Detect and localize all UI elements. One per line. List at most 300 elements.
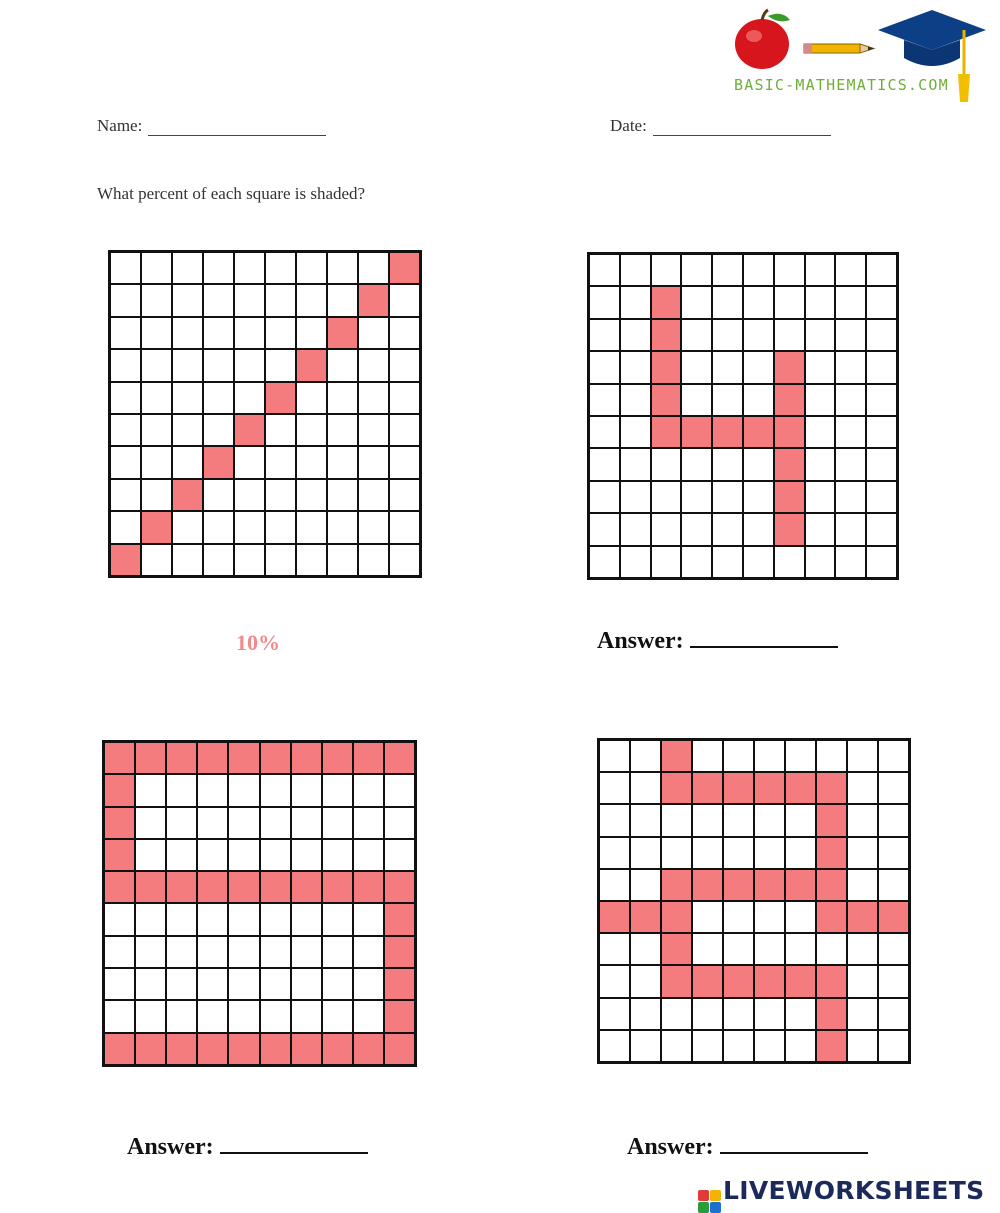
- grid-cell: [203, 252, 234, 284]
- grid-cell: [589, 319, 620, 351]
- grid-cell: [599, 837, 630, 869]
- shaded-cell: [203, 446, 234, 478]
- shaded-cell: [104, 742, 135, 774]
- grid-cell: [291, 936, 322, 968]
- grid-cell: [681, 448, 712, 480]
- shaded-cell: [358, 284, 389, 316]
- shaded-cell: [104, 871, 135, 903]
- grid-cell: [878, 965, 909, 997]
- shaded-cell: [692, 772, 723, 804]
- shaded-cell: [135, 871, 166, 903]
- grid-cell: [110, 284, 141, 316]
- grid-cell: [692, 804, 723, 836]
- grid-cell: [847, 837, 878, 869]
- grid-cell: [878, 740, 909, 772]
- grid-cell: [620, 416, 651, 448]
- grid-cell: [265, 284, 296, 316]
- grid-cell: [589, 416, 620, 448]
- grid-cell: [358, 446, 389, 478]
- grid-cell: [110, 414, 141, 446]
- shaded-cell: [774, 384, 805, 416]
- grid-cell: [327, 511, 358, 543]
- grid-cell: [878, 772, 909, 804]
- grid-cell: [296, 479, 327, 511]
- grid-cell: [866, 448, 897, 480]
- grid-cell: [712, 384, 743, 416]
- grid-cell: [620, 448, 651, 480]
- grid-cell: [172, 511, 203, 543]
- grid-cell: [743, 546, 774, 578]
- shaded-cell: [260, 1033, 291, 1065]
- shaded-cell: [166, 1033, 197, 1065]
- answer-2-input[interactable]: [690, 628, 838, 648]
- grid-cell: [835, 254, 866, 286]
- grid-cell: [681, 481, 712, 513]
- grid-cell: [197, 968, 228, 1000]
- grid-cell: [296, 252, 327, 284]
- grid-cell: [692, 901, 723, 933]
- answer-4[interactable]: [627, 1134, 868, 1161]
- grid-cell: [172, 414, 203, 446]
- grid-cell: [743, 319, 774, 351]
- shaded-cell: [754, 965, 785, 997]
- answer-3-input[interactable]: [220, 1134, 368, 1154]
- grid-cell: [172, 284, 203, 316]
- grid-cell: [866, 351, 897, 383]
- grid-cell: [712, 351, 743, 383]
- shaded-cell: [296, 349, 327, 381]
- grid-cell: [203, 284, 234, 316]
- grid-cell: [203, 317, 234, 349]
- grid-cell: [835, 481, 866, 513]
- answer-3-label: Answer:: [127, 1134, 214, 1160]
- grid-cell: [835, 546, 866, 578]
- shaded-cell: [723, 965, 754, 997]
- grid-cell: [847, 965, 878, 997]
- grid-cell: [203, 479, 234, 511]
- grid-cell: [260, 903, 291, 935]
- grid-cell: [389, 544, 420, 576]
- grid-cell: [135, 807, 166, 839]
- grid-cell: [172, 252, 203, 284]
- grid-cell: [322, 1000, 353, 1032]
- shaded-cell: [384, 968, 415, 1000]
- grid-cell: [203, 382, 234, 414]
- grid-cell: [743, 286, 774, 318]
- shaded-cell: [234, 414, 265, 446]
- answer-3[interactable]: [127, 1134, 368, 1161]
- shaded-cell: [651, 286, 682, 318]
- grid-cell: [866, 481, 897, 513]
- shaded-cell: [228, 1033, 259, 1065]
- grid-cell: [228, 839, 259, 871]
- shaded-cell: [260, 871, 291, 903]
- grid-cell: [661, 998, 692, 1030]
- grid-cell: [723, 804, 754, 836]
- grid-cell: [353, 1000, 384, 1032]
- grid-cell: [785, 901, 816, 933]
- shaded-cell: [135, 1033, 166, 1065]
- grid-cell: [681, 286, 712, 318]
- grid-cell: [712, 546, 743, 578]
- grid-cell: [234, 446, 265, 478]
- grid-cell: [754, 804, 785, 836]
- grid-cell: [599, 965, 630, 997]
- grid-cell: [110, 446, 141, 478]
- grid-cell: [630, 869, 661, 901]
- grid-cell: [620, 481, 651, 513]
- shaded-cell: [322, 1033, 353, 1065]
- grid-cell: [197, 1000, 228, 1032]
- grid-cell: [327, 252, 358, 284]
- grid-cell: [389, 414, 420, 446]
- grid-cell: [234, 511, 265, 543]
- grid-cell: [681, 384, 712, 416]
- grid-cell: [599, 772, 630, 804]
- grid-cell: [110, 511, 141, 543]
- grid-cell: [847, 869, 878, 901]
- shaded-cell: [353, 871, 384, 903]
- grid-cell: [296, 446, 327, 478]
- shaded-cell: [774, 513, 805, 545]
- grid-cell: [228, 807, 259, 839]
- grid-cell: [197, 774, 228, 806]
- grid-cell: [104, 903, 135, 935]
- grid-3: [102, 740, 417, 1067]
- grid-cell: [104, 936, 135, 968]
- grid-cell: [785, 740, 816, 772]
- grid-cell: [172, 382, 203, 414]
- grid-cell: [805, 513, 836, 545]
- grid-cell: [835, 319, 866, 351]
- liveworksheets-brand: [698, 1176, 984, 1213]
- grid-cell: [661, 837, 692, 869]
- grid-cell: [723, 901, 754, 933]
- grid-cell: [692, 1030, 723, 1062]
- grid-cell: [743, 513, 774, 545]
- grid-cell: [692, 740, 723, 772]
- name-label: Name:: [97, 116, 143, 135]
- grid-cell: [620, 254, 651, 286]
- grid-cell: [197, 936, 228, 968]
- grid-cell: [260, 807, 291, 839]
- grid-cell: [110, 382, 141, 414]
- grid-cell: [291, 807, 322, 839]
- grid-cell: [135, 936, 166, 968]
- answer-1-value: 10%: [236, 630, 280, 655]
- grid-cell: [712, 319, 743, 351]
- grid-cell: [358, 349, 389, 381]
- grid-cell: [866, 254, 897, 286]
- grid-cell: [785, 1030, 816, 1062]
- grid-cell: [878, 869, 909, 901]
- shaded-cell: [847, 901, 878, 933]
- shaded-cell: [712, 416, 743, 448]
- grid-cell: [327, 284, 358, 316]
- grid-cell: [816, 740, 847, 772]
- question-text: What percent of each square is shaded?: [97, 184, 366, 203]
- shaded-cell: [661, 869, 692, 901]
- grid-cell: [805, 254, 836, 286]
- grid-cell: [847, 1030, 878, 1062]
- shaded-cell: [661, 901, 692, 933]
- grid-cell: [743, 384, 774, 416]
- grid-cell: [743, 448, 774, 480]
- grid-cell: [712, 286, 743, 318]
- grid-cell: [141, 284, 172, 316]
- grid-cell: [774, 319, 805, 351]
- shaded-cell: [384, 903, 415, 935]
- grid-cell: [754, 740, 785, 772]
- grid-cell: [630, 772, 661, 804]
- grid-cell: [203, 544, 234, 576]
- shaded-cell: [651, 351, 682, 383]
- grid-cell: [358, 479, 389, 511]
- grid-cell: [805, 384, 836, 416]
- shaded-cell: [166, 871, 197, 903]
- name-line[interactable]: [148, 121, 326, 136]
- grid-cell: [135, 774, 166, 806]
- grid-cell: [260, 1000, 291, 1032]
- shaded-cell: [291, 1033, 322, 1065]
- grid-cell: [712, 448, 743, 480]
- shaded-cell: [878, 901, 909, 933]
- date-field[interactable]: [610, 116, 831, 136]
- date-line[interactable]: [653, 121, 831, 136]
- grid-cell: [805, 416, 836, 448]
- grid-cell: [104, 1000, 135, 1032]
- grid-cell: [322, 774, 353, 806]
- grid-cell: [692, 933, 723, 965]
- grid-cell: [389, 479, 420, 511]
- grid-cell: [805, 481, 836, 513]
- grid-cell: [166, 839, 197, 871]
- grid-cell: [866, 286, 897, 318]
- shaded-cell: [774, 481, 805, 513]
- grid-cell: [774, 546, 805, 578]
- grid-cell: [620, 513, 651, 545]
- shaded-cell: [260, 742, 291, 774]
- answer-2-label: Answer:: [597, 628, 684, 654]
- grid-cell: [141, 446, 172, 478]
- grid-cell: [358, 252, 389, 284]
- shaded-cell: [265, 382, 296, 414]
- grid-cell: [228, 1000, 259, 1032]
- grid-cell: [599, 740, 630, 772]
- grid-cell: [260, 936, 291, 968]
- shaded-cell: [651, 416, 682, 448]
- shaded-cell: [166, 742, 197, 774]
- answer-4-input[interactable]: [720, 1134, 868, 1154]
- shaded-cell: [384, 1000, 415, 1032]
- grid-cell: [228, 936, 259, 968]
- grid-cell: [228, 903, 259, 935]
- grid-cell: [141, 544, 172, 576]
- grid-cell: [692, 837, 723, 869]
- grid-cell: [723, 998, 754, 1030]
- grid-cell: [265, 511, 296, 543]
- shaded-cell: [197, 871, 228, 903]
- grid-cell: [322, 839, 353, 871]
- grid-cell: [878, 933, 909, 965]
- grid-cell: [166, 903, 197, 935]
- grid-cell: [228, 968, 259, 1000]
- shaded-cell: [291, 742, 322, 774]
- grid-cell: [327, 382, 358, 414]
- grid-cell: [785, 933, 816, 965]
- grid-cell: [322, 903, 353, 935]
- grid-cell: [847, 740, 878, 772]
- shaded-cell: [384, 871, 415, 903]
- shaded-cell: [384, 742, 415, 774]
- answer-2[interactable]: [597, 628, 838, 655]
- grid-cell: [589, 546, 620, 578]
- shaded-cell: [743, 416, 774, 448]
- grid-cell: [110, 479, 141, 511]
- grid-cell: [681, 254, 712, 286]
- grid-cell: [599, 998, 630, 1030]
- logo-text: BASIC-MATHEMATICS.COM: [734, 76, 949, 94]
- grid-cell: [291, 968, 322, 1000]
- grid-cell: [589, 448, 620, 480]
- grid-cell: [327, 349, 358, 381]
- grid-cell: [661, 1030, 692, 1062]
- grid-cell: [630, 998, 661, 1030]
- shaded-cell: [774, 351, 805, 383]
- grid-cell: [296, 511, 327, 543]
- grid-cell: [743, 254, 774, 286]
- grid-cell: [141, 317, 172, 349]
- date-label: Date:: [610, 116, 647, 135]
- brand-text: LIVEWORKSHEETS: [723, 1176, 985, 1205]
- grid-cell: [743, 351, 774, 383]
- grid-cell: [166, 1000, 197, 1032]
- grid-cell: [785, 837, 816, 869]
- shaded-cell: [661, 933, 692, 965]
- grid-cell: [847, 933, 878, 965]
- grid-cell: [599, 933, 630, 965]
- shaded-cell: [291, 871, 322, 903]
- shaded-cell: [353, 742, 384, 774]
- grid-cell: [265, 349, 296, 381]
- grid-cell: [835, 448, 866, 480]
- grid-cell: [197, 903, 228, 935]
- grid-cell: [322, 936, 353, 968]
- grid-cell: [197, 839, 228, 871]
- grid-cell: [172, 317, 203, 349]
- grid-cell: [866, 416, 897, 448]
- grid-cell: [234, 284, 265, 316]
- shaded-cell: [692, 869, 723, 901]
- grid-cell: [712, 254, 743, 286]
- grid-cell: [589, 286, 620, 318]
- grid-cell: [265, 544, 296, 576]
- grid-cell: [389, 382, 420, 414]
- grid-cell: [620, 286, 651, 318]
- grid-cell: [681, 546, 712, 578]
- grid-cell: [358, 382, 389, 414]
- grid-cell: [265, 414, 296, 446]
- grid-cell: [661, 804, 692, 836]
- grid-cell: [228, 774, 259, 806]
- grid-cell: [135, 839, 166, 871]
- grid-cell: [389, 511, 420, 543]
- grid-cell: [265, 479, 296, 511]
- grid-cell: [166, 774, 197, 806]
- grid-cell: [589, 351, 620, 383]
- grid-cell: [878, 998, 909, 1030]
- shaded-cell: [754, 772, 785, 804]
- grid-cell: [681, 319, 712, 351]
- grid-cell: [296, 382, 327, 414]
- grid-cell: [353, 903, 384, 935]
- grid-cell: [681, 351, 712, 383]
- grid-cell: [110, 317, 141, 349]
- shaded-cell: [228, 742, 259, 774]
- grid-cell: [141, 414, 172, 446]
- grid-cell: [353, 968, 384, 1000]
- grid-cell: [203, 414, 234, 446]
- grid-cell: [805, 351, 836, 383]
- grid-cell: [878, 804, 909, 836]
- grid-cell: [835, 384, 866, 416]
- grid-cell: [651, 546, 682, 578]
- grid-cell: [754, 933, 785, 965]
- grid-cell: [847, 998, 878, 1030]
- grid-cell: [234, 479, 265, 511]
- shaded-cell: [104, 774, 135, 806]
- grid-cell: [296, 414, 327, 446]
- grid-cell: [630, 804, 661, 836]
- grid-cell: [291, 903, 322, 935]
- grid-cell: [353, 936, 384, 968]
- grid-cell: [651, 481, 682, 513]
- shaded-cell: [651, 319, 682, 351]
- grid-4: [597, 738, 911, 1064]
- grid-cell: [358, 414, 389, 446]
- grid-cell: [692, 998, 723, 1030]
- shaded-cell: [197, 1033, 228, 1065]
- grid-cell: [135, 1000, 166, 1032]
- grid-cell: [681, 513, 712, 545]
- name-field[interactable]: [97, 116, 326, 136]
- shaded-cell: [104, 807, 135, 839]
- grid-cell: [353, 774, 384, 806]
- grid-cell: [805, 286, 836, 318]
- grid-cell: [234, 317, 265, 349]
- grid-cell: [358, 511, 389, 543]
- grid-cell: [291, 1000, 322, 1032]
- grid-cell: [110, 349, 141, 381]
- grid-cell: [589, 254, 620, 286]
- shaded-cell: [774, 448, 805, 480]
- grid-cell: [835, 351, 866, 383]
- grid-cell: [630, 740, 661, 772]
- grid-cell: [589, 384, 620, 416]
- shaded-cell: [322, 871, 353, 903]
- shaded-cell: [110, 544, 141, 576]
- shaded-cell: [816, 804, 847, 836]
- shaded-cell: [141, 511, 172, 543]
- shaded-cell: [774, 416, 805, 448]
- grid-cell: [327, 414, 358, 446]
- shaded-cell: [353, 1033, 384, 1065]
- shaded-cell: [322, 742, 353, 774]
- grid-cell: [589, 513, 620, 545]
- grid-cell: [847, 804, 878, 836]
- grid-cell: [835, 416, 866, 448]
- grid-cell: [651, 513, 682, 545]
